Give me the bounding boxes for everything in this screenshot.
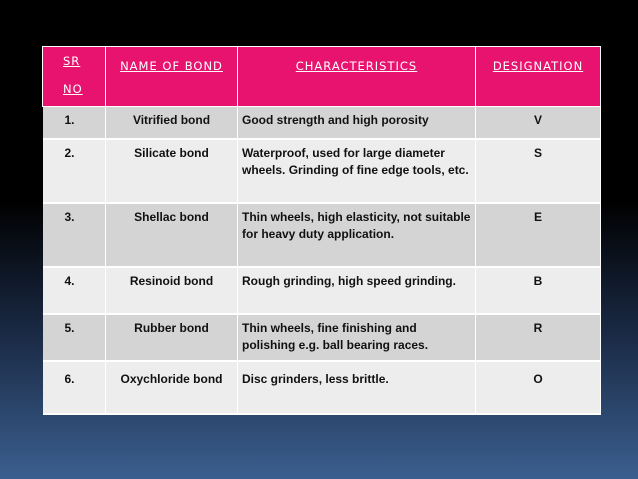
row-designation: S xyxy=(476,139,601,203)
table-row xyxy=(43,139,601,203)
table-row xyxy=(43,107,601,140)
header-designation-label: DESIGNATION xyxy=(492,59,584,73)
bond-table xyxy=(42,46,601,415)
row-sr: 5. xyxy=(43,314,106,361)
table-row xyxy=(43,314,601,361)
header-sr-line2: NO xyxy=(63,82,83,96)
row-characteristics: Thin wheels, fine finishing and polishing e.g. ball bearing races. xyxy=(238,314,476,361)
row-designation: O xyxy=(476,361,601,414)
row-name: Shellac bond xyxy=(106,203,238,267)
row-name: Silicate bond xyxy=(106,139,238,203)
row-characteristics: Disc grinders, less brittle. xyxy=(238,361,476,414)
row-characteristics: Good strength and high porosity xyxy=(238,107,476,140)
row-designation: V xyxy=(476,107,601,140)
header-row xyxy=(43,47,601,107)
row-sr: 1. xyxy=(43,107,106,140)
bond-table-container xyxy=(42,46,600,415)
row-sr: 3. xyxy=(43,203,106,267)
header-designation xyxy=(476,47,601,107)
header-name-of-bond xyxy=(106,47,238,107)
row-sr: 2. xyxy=(43,139,106,203)
row-designation: R xyxy=(476,314,601,361)
table-row xyxy=(43,267,601,314)
table-row xyxy=(43,203,601,267)
header-sr-no xyxy=(43,47,106,107)
row-designation: B xyxy=(476,267,601,314)
row-name: Oxychloride bond xyxy=(106,361,238,414)
header-sr-line1: SR xyxy=(63,54,81,68)
row-name: Rubber bond xyxy=(106,314,238,361)
row-characteristics: Waterproof, used for large diameter wheels. Grinding of fine edge tools, etc. xyxy=(238,139,476,203)
row-designation: E xyxy=(476,203,601,267)
row-name: Resinoid bond xyxy=(106,267,238,314)
row-name: Vitrified bond xyxy=(106,107,238,140)
row-characteristics: Rough grinding, high speed grinding. xyxy=(238,267,476,314)
table-row xyxy=(43,361,601,414)
header-characteristics-label: CHARACTERISTICS xyxy=(295,59,418,73)
row-sr: 6. xyxy=(43,361,106,414)
header-characteristics xyxy=(238,47,476,107)
row-sr: 4. xyxy=(43,267,106,314)
header-name-label: NAME OF BOND xyxy=(120,59,223,73)
row-characteristics: Thin wheels, high elasticity, not suitable for heavy duty application. xyxy=(238,203,476,267)
